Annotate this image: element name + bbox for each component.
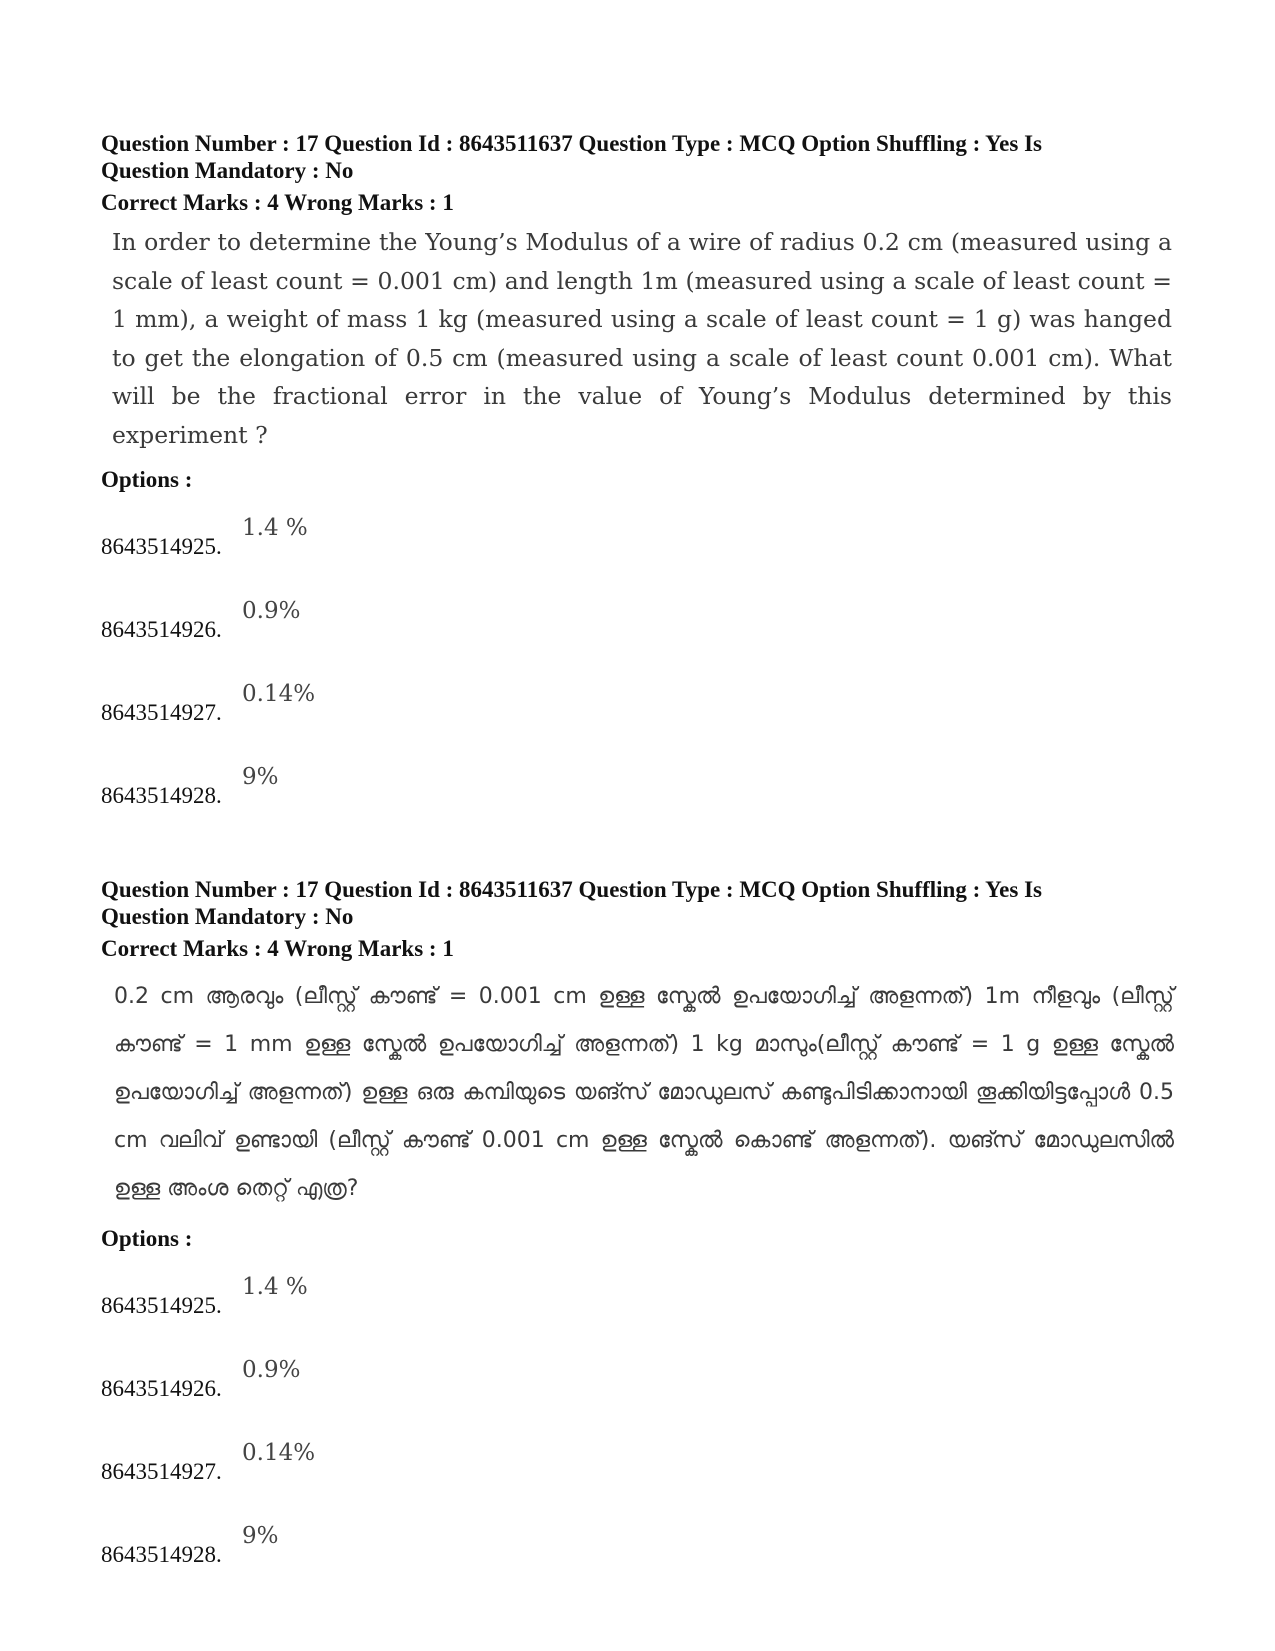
question-text: 0.2 cm ആരവും (ലീസ്റ്റ് കൗണ്ട് = 0.001 cm ഉള്ള സ്കേൽ ഉപയോഗിച്ച് അളന്നത്) 1m നീളവും (ലീസ്റ്റ് കൗണ്ട് = 1 mm ഉള്ള സ്കേൽ ഉപയോഗിച്ച് അളന്നത്) 1 kg മാസും(ലീസ്റ്റ് കൗണ്ട് = 1 g ഉള്ള സ്കേൽ ഉപയോഗിച്ച് അളന്നത്) ഉള്ള ഒരു കമ്പിയുടെ യങ്സ് മോഡുലസ് കണ്ടുപിടിക്കാനായി തൂക്കിയിട്ടപ്പോൾ 0.5 cm വലിവ് ഉണ്ടായി (ലീസ്റ്റ് കൗണ്ട് 0.001 cm ഉള്ള സ്കേൽ കൊണ്ട് അളന്നത്). യങ്സ് മോഡുലസിൽ ഉള്ള അംശ തെറ്റ് എത്ര? [114,984,1174,1201]
option-value: 0.9% [242,598,301,624]
options-list [101,501,1181,833]
question-meta-line-2: Question Mandatory : No [101,158,354,183]
option-item[interactable] [101,1509,1181,1592]
question-marks: Correct Marks : 4 Wrong Marks : 1 [101,936,454,961]
question-meta-line-1: Question Number : 17 Question Id : 8643511637 Question Type : MCQ Option Shuffling : Yes Is [101,131,1042,156]
question-meta-line-2: Question Mandatory : No [101,904,354,929]
question-meta [101,130,1181,216]
option-id: 8643514925. [101,534,222,559]
option-item[interactable] [101,1426,1181,1509]
option-item[interactable] [101,584,1181,667]
option-value: 9% [242,764,279,790]
option-value: 1.4 % [242,515,308,541]
option-id: 8643514926. [101,617,222,642]
question-block-english [101,130,1181,833]
question-meta [101,876,1181,962]
option-value: 9% [242,1523,279,1549]
option-item[interactable] [101,1260,1181,1343]
options-label: Options : [101,1226,193,1251]
option-id: 8643514927. [101,700,222,725]
option-id: 8643514928. [101,783,222,808]
option-id: 8643514925. [101,1293,222,1318]
option-item[interactable] [101,501,1181,584]
option-value: 0.9% [242,1357,301,1383]
option-item[interactable] [101,667,1181,750]
option-id: 8643514926. [101,1376,222,1401]
option-value: 1.4 % [242,1274,308,1300]
question-text: In order to determine the Young’s Modulus of a wire of radius 0.2 cm (measured using a scale of least count = 0.001 cm) and length 1m (measured using a scale of least count = 1 mm), a weight of mass 1 kg (measured using a scale of least count = 1 g) was hanged to get the elongation of 0.5 cm (measured using a scale of least count 0.001 cm). What will be the fractional error in the value of Young’s Modulus determined by this experiment ? [112,228,1172,449]
options-label: Options : [101,467,193,492]
option-id: 8643514928. [101,1542,222,1567]
option-item[interactable] [101,1343,1181,1426]
question-meta-line-1: Question Number : 17 Question Id : 8643511637 Question Type : MCQ Option Shuffling : Yes Is [101,877,1042,902]
option-value: 0.14% [242,1440,316,1466]
option-id: 8643514927. [101,1459,222,1484]
question-marks: Correct Marks : 4 Wrong Marks : 1 [101,190,454,215]
question-block-malayalam [101,876,1181,1592]
option-value: 0.14% [242,681,316,707]
option-item[interactable] [101,750,1181,833]
options-list [101,1260,1181,1592]
